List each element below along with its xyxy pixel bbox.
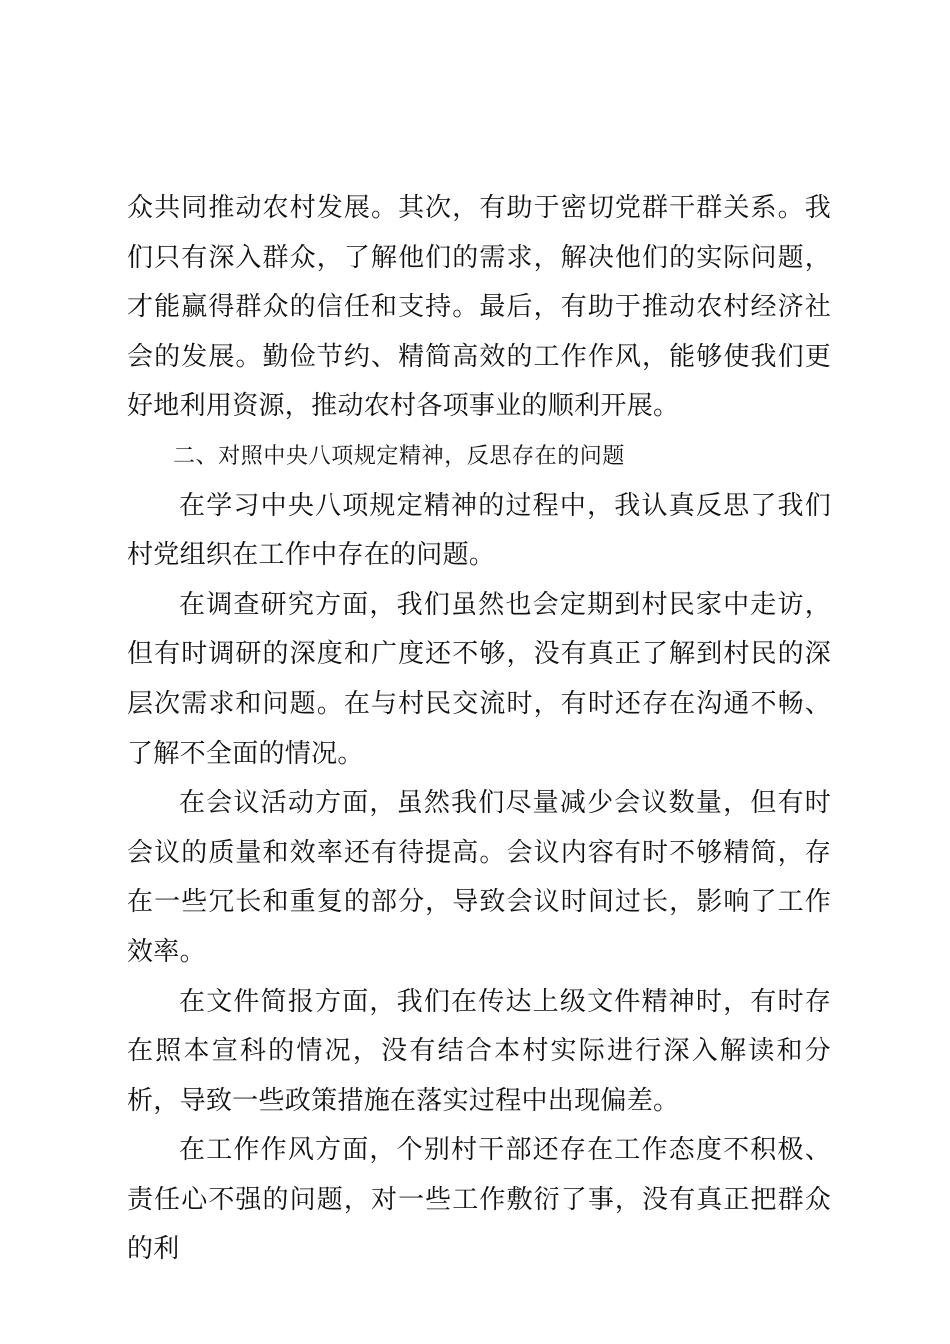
section-heading: 二、对照中央八项规定精神，反思存在的问题 xyxy=(173,443,626,469)
paragraph-research: 在调查研究方面，我们虽然也会定期到村民家中走访，但有时调研的深度和广度还不够，没有真正了解到村民的深层次需求和问题。在与村民交流时，有时还存在沟通不畅、了解不全面的情况。 xyxy=(127,589,831,769)
paragraph-work-style: 在工作作风方面，个别村干部还存在工作态度不积极、责任心不强的问题，对一些工作敷衍了事，没有真正把群众的利 xyxy=(127,1135,831,1265)
paragraph-continuation: 众共同推动农村发展。其次，有助于密切党群干群关系。我们只有深入群众，了解他们的需求，解决他们的实际问题，才能赢得群众的信任和支持。最后，有助于推动农村经济社会的发展。勤俭节约、精简高效的工作作风，能够使我们更好地利用资源，推动农村各项事业的顺利开展。 xyxy=(127,193,831,422)
paragraph-meetings: 在会议活动方面，虽然我们尽量减少会议数量，但有时会议的质量和效率还有待提高。会议内容有时不够精简，存在一些冗长和重复的部分，导致会议时间过长，影响了工作效率。 xyxy=(127,788,831,967)
paragraph-intro: 在学习中央八项规定精神的过程中，我认真反思了我们村党组织在工作中存在的问题。 xyxy=(127,490,831,571)
paragraph-documents: 在文件简报方面，我们在传达上级文件精神时，有时存在照本宣科的情况，没有结合本村实际进行深入解读和分析，导致一些政策措施在落实过程中出现偏差。 xyxy=(127,986,831,1116)
document-body xyxy=(127,184,831,1275)
